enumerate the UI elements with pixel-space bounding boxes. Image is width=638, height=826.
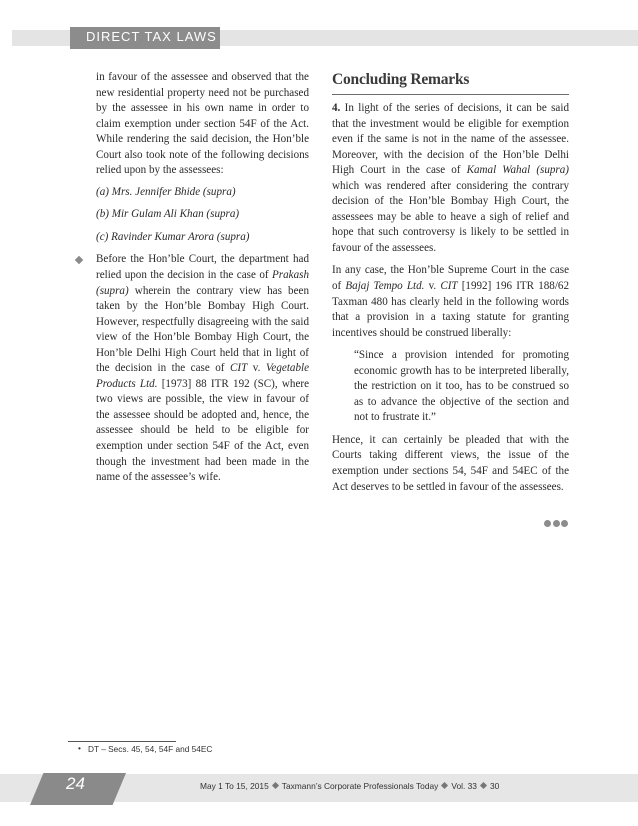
footnote bbox=[78, 743, 213, 754]
case-list-item bbox=[96, 207, 309, 223]
heading-divider bbox=[332, 94, 569, 95]
volume: Vol. 33 bbox=[451, 781, 477, 791]
paragraph-supreme-court bbox=[332, 263, 569, 341]
issue-date: May 1 To 15, 2015 bbox=[200, 781, 269, 791]
text-run: Before the Hon’ble Court, the department had relied upon the decision in the case of bbox=[96, 253, 309, 282]
end-of-article-icon bbox=[544, 514, 572, 522]
paragraph-4 bbox=[332, 101, 569, 256]
block-quote: “Since a provision intended for promoting economic growth has to be interpreted liberally, the restriction on it too, has to be construed so as to advance the objective of the section and not to frustrate it.” bbox=[354, 349, 569, 424]
diamond-separator-icon bbox=[480, 782, 487, 789]
paragraph-number: 4. bbox=[332, 102, 341, 114]
text-run: In any case, the Hon’ble Supreme Court in the case of bbox=[332, 264, 569, 293]
paragraph-intro: in favour of the assessee and observed that the new residential property need not be purchased by the assessee in his own name in order to claim exemption under section 54F of the Act. While rendering the said decision, the Hon’ble Court also took note of the following decisions relied upon by the assessees: bbox=[96, 71, 309, 177]
case-name: Mrs. Jennifer Bhide (supra) bbox=[111, 185, 236, 198]
case-name: Mir Gulam Ali Khan (supra) bbox=[111, 208, 240, 221]
right-column bbox=[332, 70, 569, 502]
case-citation: Prakash (supra) bbox=[96, 269, 309, 297]
diamond-separator-icon bbox=[272, 782, 279, 789]
diamond-bullet-icon bbox=[75, 256, 83, 264]
case-label: (a) bbox=[96, 185, 109, 198]
case-list-item bbox=[96, 185, 309, 201]
bullet-paragraph bbox=[96, 252, 309, 485]
text-run: In light of the series of decisions, it can be said that the investment would be eligible for exemption even if the same is not in the name of the assessee. Moreover, with the decision of the Hon’ble Delhi High Court in the case of bbox=[332, 102, 569, 177]
text-run: which was rendered after considering the contrary decision of the Hon’ble Bombay High Court, the assessees may be able to heave a sigh of relief and hope that such controversy is likely to be settled in favour of the assessees. bbox=[332, 179, 569, 254]
publication-name: Taxmann’s Corporate Professionals Today bbox=[281, 781, 439, 791]
case-citation: Kamal Wahal (supra) bbox=[466, 164, 569, 177]
case-name: Ravinder Kumar Arora (supra) bbox=[111, 230, 250, 243]
section-heading: Concluding Remarks bbox=[332, 71, 470, 88]
text-run: v. bbox=[424, 280, 441, 293]
volume-page: 30 bbox=[489, 781, 500, 791]
case-citation: CIT bbox=[440, 280, 458, 293]
page-number: 24 bbox=[66, 774, 85, 793]
text-run: [1992] 196 ITR 188/62 Taxman 480 has clearly held in the following words that a provision in a taxing statute for granting incentives should be construed liberally: bbox=[332, 280, 570, 339]
footer-citation bbox=[200, 781, 499, 791]
case-list bbox=[96, 185, 309, 246]
text-run: [1973] 88 ITR 192 (SC), where two views are possible, the view in favour of the assessee should be adopted and, hence, the assessee should be held to be eligible for exemption under section 54F of the Act, even though the investment had been made in the name of the assessee’s wife. bbox=[96, 377, 310, 484]
footnote-divider bbox=[68, 741, 176, 742]
case-citation: Bajaj Tempo Ltd. bbox=[345, 280, 425, 293]
left-column bbox=[96, 70, 309, 486]
text-run: wherein the contrary view has been taken by the Hon’ble Bombay High Court. However, respectfully disagreeing with the said view of the Hon’ble Bombay High Court, the Hon’ble Delhi High Court held that in light of the decision in the case of bbox=[96, 284, 309, 375]
case-label: (b) bbox=[96, 208, 109, 221]
footnote-text: DT – Secs. 45, 54, 54F and 54EC bbox=[88, 744, 213, 754]
diamond-separator-icon bbox=[441, 782, 448, 789]
case-label: (c) bbox=[96, 230, 109, 243]
running-head-title: DIRECT TAX LAWS bbox=[86, 29, 217, 44]
case-citation: CIT bbox=[230, 362, 248, 375]
text-run: v. bbox=[247, 362, 266, 375]
paragraph-conclusion: Hence, it can certainly be pleaded that with the Courts taking different views, the issue of the exemption under sections 54, 54F and 54EC of the Act deserves to be settled in favour of the assessees. bbox=[332, 433, 569, 493]
case-list-item bbox=[96, 230, 309, 246]
footnote-bullet: • bbox=[78, 743, 81, 753]
case-citation: Vegetable Products Ltd. bbox=[96, 362, 309, 390]
